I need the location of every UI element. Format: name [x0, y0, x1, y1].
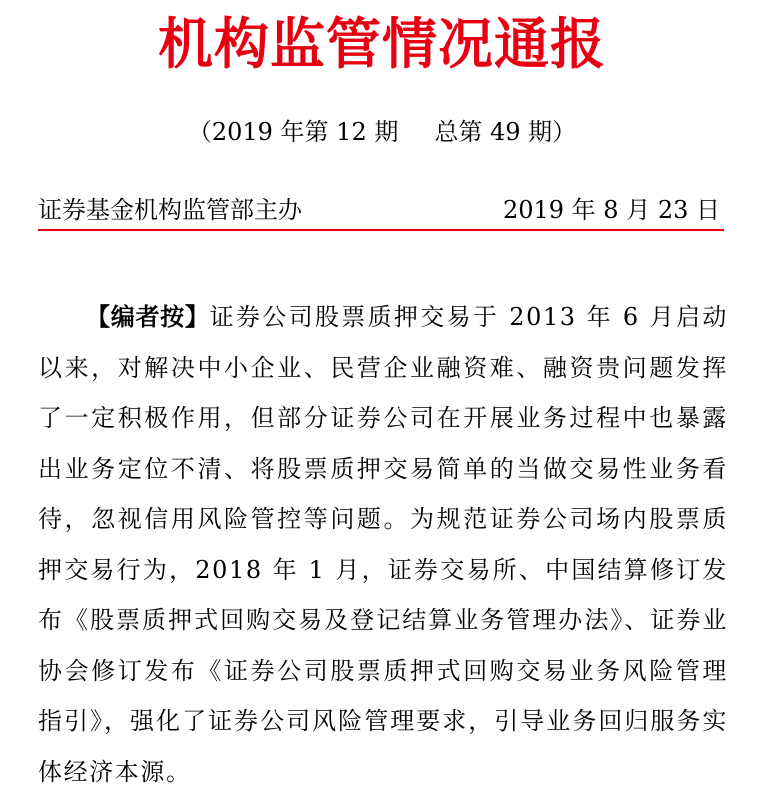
- red-divider: [38, 229, 724, 231]
- organizer: 证券基金机构监管部主办: [38, 196, 302, 224]
- editor-note-label: 【编者按】: [86, 303, 210, 331]
- publish-date: 2019 年 8 月 23 日: [502, 196, 720, 224]
- issue-year-number: （2019 年第 12 期: [187, 118, 399, 146]
- editor-note-text: 证券公司股票质押交易于 2013 年 6 月启动以来，对解决中小企业、民营企业融资难、融资贵问题发挥了一定积极作用，但部分证券公司在开展业务过程中也暴露出业务定位不清、将股票质押交易简单的当做交易性业务看待，忽视信用风险管控等问题。为规范证券公司场内股票质押交易行为，2018 年 1 月，证券交易所、中国结算修订发布《股票质押式回购交易及登记结算业务管理办法》、证券业协会修订发布《证券公司股票质押式回购交易业务风险管理指引》，强化了证券公司风险管理要求，引导业务回归服务实体经济本源。: [38, 303, 728, 786]
- organizer-date-row: [38, 190, 726, 230]
- bulletin-title: 机构监管情况通报: [157, 12, 606, 76]
- issue-number: [0, 112, 764, 152]
- issue-total: 总第 49 期）: [434, 118, 577, 146]
- editor-note-paragraph: [38, 292, 728, 797]
